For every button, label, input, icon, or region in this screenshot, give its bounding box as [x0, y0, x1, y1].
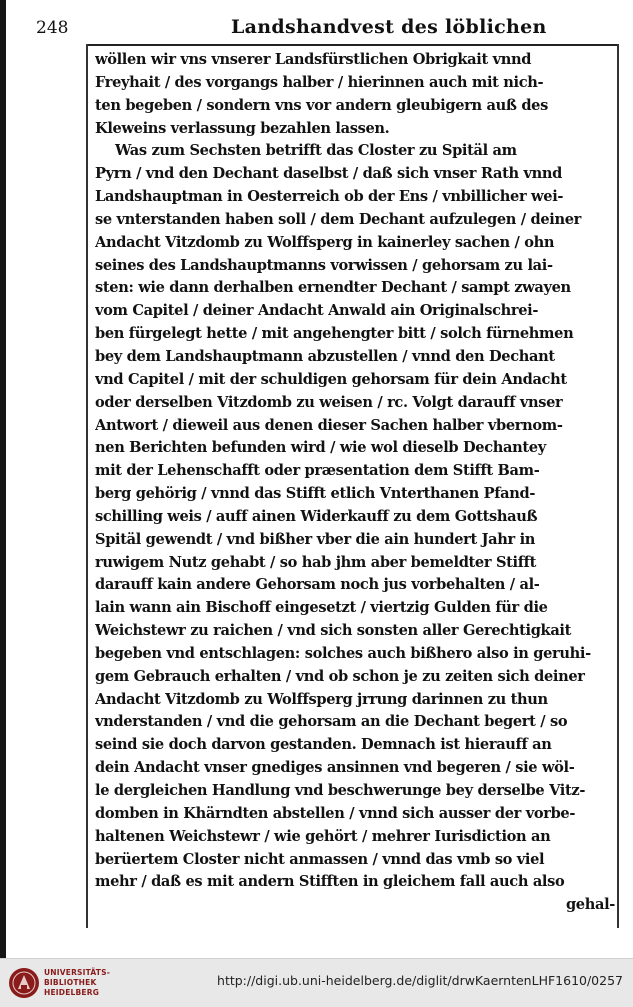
permalink-url[interactable]: http://digi.ub.uni-heidelberg.de/diglit/drwKaerntenLHF1610/0257: [217, 973, 623, 988]
text-line: seind sie doch darvon gestanden. Demnach ist hierauff an: [95, 736, 552, 754]
text-line: vnderstanden / vnd die gehorsam an die Dechant begert / so: [95, 713, 568, 731]
text-line: Weichstewr zu raichen / vnd sich sonsten aller Gerechtigkait: [95, 622, 572, 640]
frame-right-rule: [617, 44, 619, 928]
text-line: nen Berichten befunden wird / wie wol dieselb Dechantey: [95, 439, 546, 457]
text-line: mit der Lehenschafft oder præsentation dem Stifft Bam-: [95, 462, 540, 480]
library-name-line: UNIVERSITÄTS-: [44, 968, 111, 977]
text-line: vom Capitel / deiner Andacht Anwald ain Originalschrei-: [95, 302, 539, 320]
text-line: dein Andacht vnser gnediges ansinnen vnd begeren / sie wöl-: [95, 759, 575, 777]
text-line: sten: wie dann derhalben ernendter Dechant / sampt zwayen: [95, 279, 571, 297]
text-line: schilling weis / auff ainen Widerkauff zu dem Gottshauß: [95, 507, 538, 525]
text-line: Andacht Vitzdomb zu Wolffsperg in kainerley sachen / ohn: [95, 233, 555, 251]
text-line: Pyrn / vnd den Dechant daselbst / daß sich vnser Rath vnnd: [95, 165, 562, 183]
text-line: oder derselben Vitzdomb zu weisen / rc. Volgt darauff vnser: [95, 393, 563, 411]
paragraph-start-line: Was zum Sechsten betrifft das Closter zu Spitäl am: [115, 142, 517, 160]
text-line: le dergleichen Handlung vnd beschwerunge bey derselbe Vitz-: [95, 782, 586, 799]
text-line: ten begeben / sondern vns vor andern gleubigern auß des: [95, 96, 548, 114]
running-title: Landshandvest des löblichen: [231, 16, 547, 38]
page-header: [36, 16, 614, 42]
frame-left-rule: [86, 44, 88, 928]
text-line: Antwort / dieweil aus denen dieser Sachen halber vbernom-: [95, 416, 563, 434]
catchword: gehal-: [565, 896, 615, 914]
library-name-line: HEIDELBERG: [44, 988, 100, 997]
text-line: begeben vnd entschlagen: solches auch bißhero also in geruhi-: [95, 644, 591, 662]
text-line: lain wann ain Bischoff eingesetzt / viertzig Gulden für die: [95, 599, 548, 617]
text-line: ruwigem Nutz gehabt / so hab jhm aber bemeldter Stifft: [95, 553, 536, 571]
text-line: Kleweins verlassung bezahlen lassen.: [95, 119, 390, 137]
text-line: seines des Landshauptmanns vorwissen / gehorsam zu lai-: [95, 256, 553, 274]
text-line: domben in Khärndten abstellen / vnnd sich ausser der vorbe-: [95, 804, 576, 822]
text-line: Spitäl gewendt / vnd bißher vber die ain hundert Jahr in: [95, 530, 536, 548]
text-line: mehr / daß es mit andern Stifften in gleichem fall auch also: [95, 873, 565, 891]
page-number: 248: [36, 18, 69, 38]
header-rule: [88, 44, 618, 46]
text-line: se vnterstanden haben soll / dem Dechant aufzulegen / deiner: [95, 210, 581, 228]
body-text: [95, 49, 615, 917]
library-name-line: BIBLIOTHEK: [44, 978, 97, 987]
text-line: wöllen wir vns vnserer Landsfürstlichen Obrigkait vnnd: [95, 51, 532, 68]
text-line: Andacht Vitzdomb zu Wolffsperg jrrung darinnen zu thun: [95, 690, 548, 708]
text-line: Freyhait / des vorgangs halber / hierinnen auch mit nich-: [95, 73, 544, 91]
library-footer: [0, 958, 633, 1007]
page-edge-shadow: [0, 0, 6, 958]
text-line: haltenen Weichstewr / wie gehört / mehrer Iurisdiction an: [95, 827, 551, 845]
text-line: bey dem Landshauptmann abzustellen / vnnd den Dechant: [95, 347, 555, 365]
library-name: [44, 968, 110, 998]
university-seal-icon: [8, 967, 40, 999]
text-line: gem Gebrauch erhalten / vnd ob schon je zu zeiten sich deiner: [95, 667, 585, 685]
text-line: berg gehörig / vnnd das Stifft etlich Vnterthanen Pfand-: [95, 485, 536, 503]
text-line: Landshauptman in Oesterreich ob der Ens / vnbillicher wei-: [95, 188, 564, 206]
text-line: ben fürgelegt hette / mit angehengter bitt / solch fürnehmen: [95, 325, 574, 343]
text-line: vnd Capitel / mit der schuldigen gehorsam für dein Andacht: [95, 370, 567, 388]
text-line: berüertem Closter nicht anmassen / vnnd das vmb so viel: [95, 850, 545, 868]
text-line: darauff kain andere Gehorsam noch jus vorbehalten / al-: [95, 576, 540, 594]
